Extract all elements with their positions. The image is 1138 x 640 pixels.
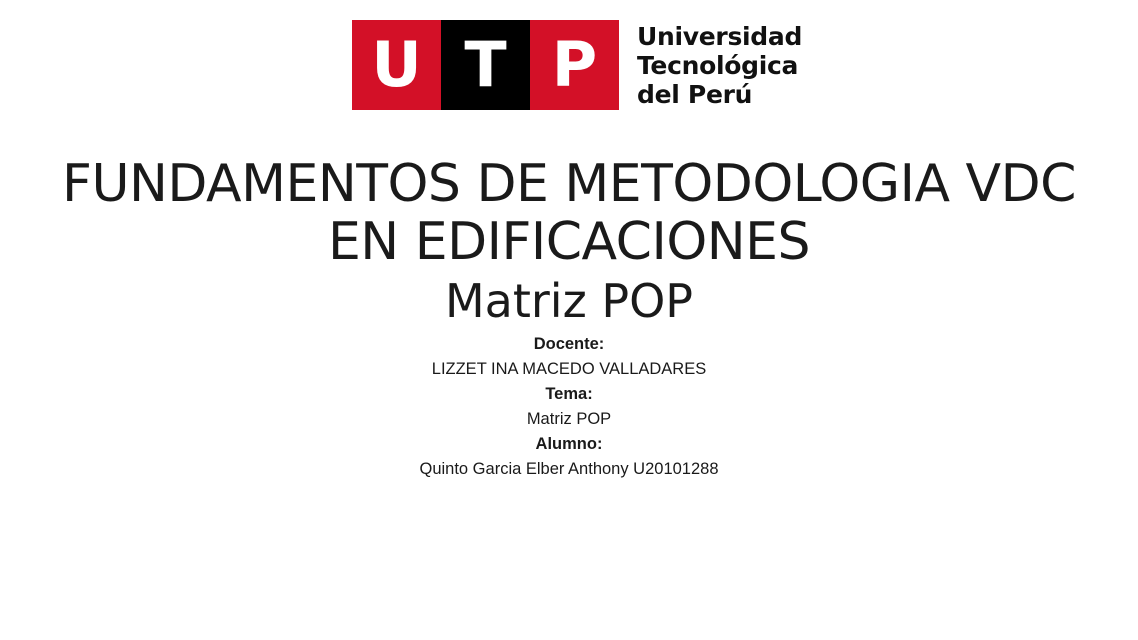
credit-label-docente: Docente:	[533, 335, 605, 353]
utp-logo-wordmark	[637, 22, 802, 109]
utp-logo-wordmark-line-2: Tecnológica	[637, 50, 799, 80]
utp-logo-letter-t: T	[441, 20, 530, 110]
utp-logo	[352, 20, 802, 110]
credit-value-docente: LIZZET INA MACEDO VALLADARES	[431, 360, 707, 378]
credits-block	[0, 332, 1138, 482]
page-title	[0, 154, 1138, 328]
utp-logo-wordmark-line-1: Universidad	[637, 21, 803, 51]
title-line-1: FUNDAMENTOS DE METODOLOGIA VDC	[62, 154, 1076, 214]
credit-value-alumno: Quinto Garcia Elber Anthony U20101288	[419, 460, 719, 478]
utp-logo-letter-p: P	[530, 20, 619, 110]
credit-label-alumno: Alumno:	[535, 435, 603, 453]
credit-value-tema: Matriz POP	[526, 410, 612, 428]
page-subtitle: Matriz POP	[444, 274, 694, 328]
utp-logo-letter-u: U	[352, 20, 441, 110]
utp-logo-blocks	[352, 20, 619, 110]
credit-label-tema: Tema:	[545, 385, 593, 403]
utp-logo-wordmark-line-3: del Perú	[637, 79, 753, 109]
title-line-2: EN EDIFICACIONES	[327, 212, 811, 272]
